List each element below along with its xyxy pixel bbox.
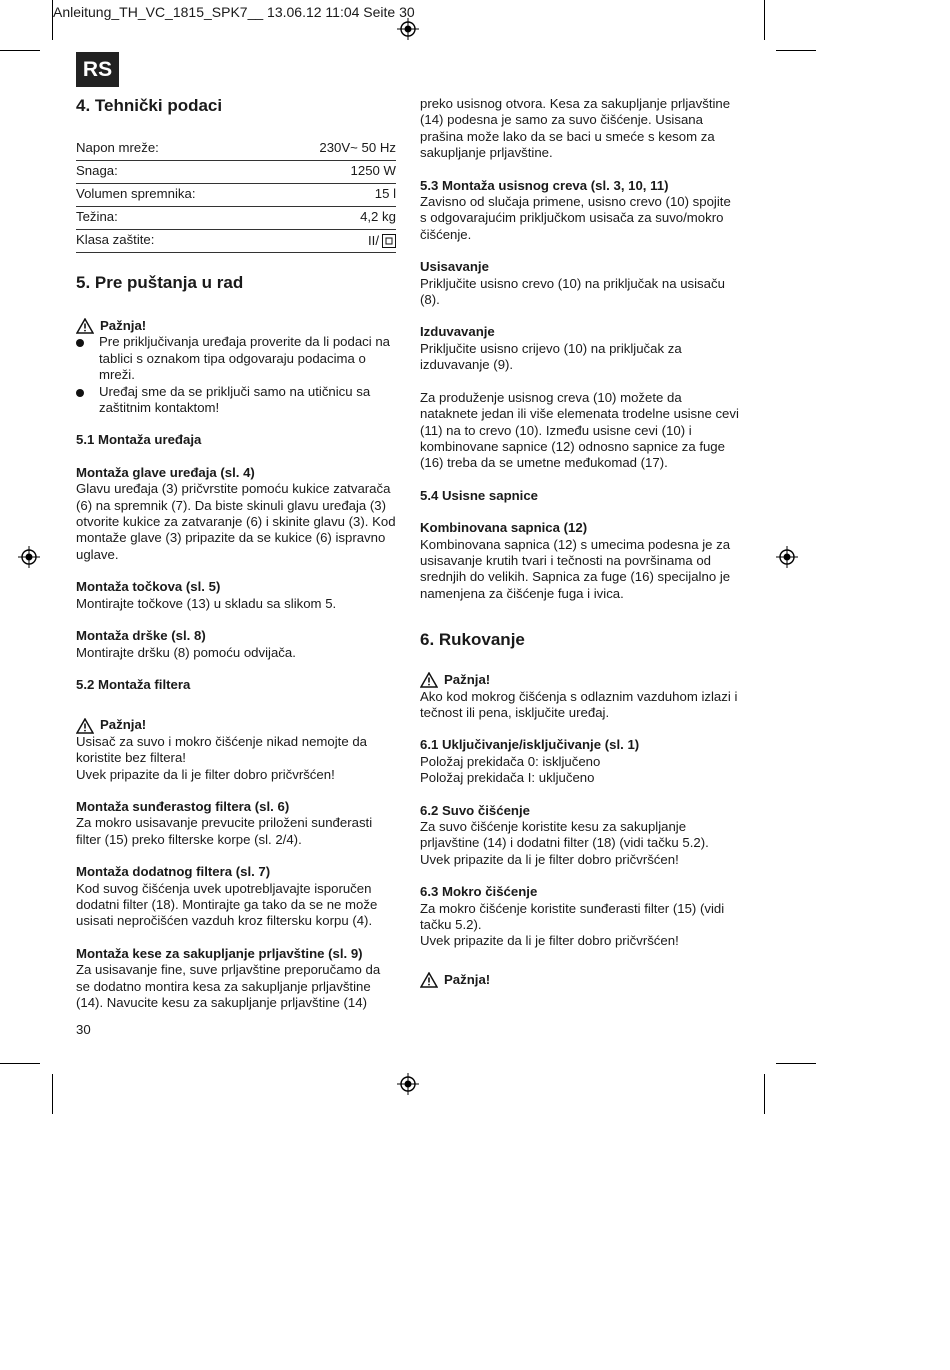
warning-heading bbox=[420, 972, 740, 988]
subsection-title: Montaža dodatnog filtera (sl. 7) bbox=[76, 864, 271, 880]
paragraph: Kod suvog čišćenja uvek upotrebljavajte isporučen dodatni filter (18). Montirajte ga tako da se ne može usisati nepročišćen vazduh kroz filtersku korpu (4). bbox=[76, 880, 378, 929]
subsection-title: Izduvavanje bbox=[420, 324, 495, 340]
spec-row bbox=[76, 184, 396, 207]
subsection-title: 5.3 Montaža usisnog creva (sl. 3, 10, 11) bbox=[420, 177, 669, 193]
spec-label: Klasa zaštite: bbox=[76, 232, 155, 247]
spec-value: 1250 W bbox=[350, 163, 396, 178]
subsection-title: 5.2 Montaža filtera bbox=[76, 676, 191, 692]
language-badge: RS bbox=[76, 52, 119, 87]
subsection-title: 6.1 Uključivanje/isključivanje (sl. 1) bbox=[420, 737, 640, 753]
paragraph: Za mokro usisavanje prevucite priloženi sunđerasti filter (15) preko filterske korpe (sl. 2/4). bbox=[76, 815, 373, 847]
spec-value-group bbox=[368, 230, 396, 252]
double-insulation-icon bbox=[382, 234, 396, 248]
crop-mark bbox=[764, 0, 765, 40]
warning-label: Pažnja! bbox=[444, 971, 491, 987]
spec-value: II/ bbox=[368, 232, 379, 248]
spec-value: 230V~ 50 Hz bbox=[319, 140, 396, 155]
warning-label: Pažnja! bbox=[100, 717, 147, 733]
warning-heading bbox=[76, 717, 396, 733]
subsection-title: 5.4 Usisne sapnice bbox=[420, 487, 539, 503]
spec-table bbox=[76, 138, 396, 253]
registration-mark-icon bbox=[397, 18, 419, 40]
spec-row bbox=[76, 207, 396, 230]
paragraph: Montirajte dršku (8) pomoću odvijača. bbox=[76, 644, 296, 660]
subsection-title: 6.2 Suvo čišćenje bbox=[420, 802, 530, 818]
paragraph: Za usisavanje fine, suve prljavštine preporučamo da se dodatno montira kesa za sakupljanje prljavštine (14). Navucite kesu za sakupljanje prljavštine (14) bbox=[76, 962, 381, 1010]
registration-mark-icon bbox=[776, 546, 798, 568]
warning-heading bbox=[76, 318, 396, 334]
bullet-list bbox=[76, 334, 396, 416]
spec-value: 4,2 kg bbox=[360, 209, 396, 224]
section-4-title: 4. Tehnički podaci bbox=[76, 96, 223, 115]
registration-mark-icon bbox=[18, 546, 40, 568]
subsection-title: Montaža točkova (sl. 5) bbox=[76, 579, 221, 595]
subsection-title: Montaža kese za sakupljanje prljavštine (sl. 9) bbox=[76, 945, 363, 961]
paragraph: Priključite usisno crevo (10) na priključak na usisaču (8). bbox=[420, 275, 725, 308]
paragraph: preko usisnog otvora. Kesa za sakupljanje prljavštine (14) podesna je samo za suvo čišćenje. Usisana prašina može lako da se baci u smeće s kesom za sakupljanje prljavštine. bbox=[420, 96, 731, 161]
spec-row bbox=[76, 161, 396, 184]
crop-mark bbox=[0, 50, 40, 51]
spec-label: Težina: bbox=[76, 209, 118, 224]
subsection-title: 5.1 Montaža uređaja bbox=[76, 432, 202, 448]
spec-label: Volumen spremnika: bbox=[76, 186, 196, 201]
print-header: Anleitung_TH_VC_1815_SPK7__ 13.06.12 11:04 Seite 30 bbox=[53, 4, 415, 20]
registration-mark-icon bbox=[397, 1073, 419, 1095]
warning-triangle-icon bbox=[420, 972, 438, 988]
crop-mark bbox=[0, 1063, 40, 1064]
warning-triangle-icon bbox=[76, 318, 94, 334]
spec-label: Napon mreže: bbox=[76, 140, 159, 155]
warning-heading bbox=[420, 672, 740, 688]
warning-label: Pažnja! bbox=[100, 318, 147, 333]
crop-mark bbox=[52, 1074, 53, 1114]
subsection-title: Montaža sunđerastog filtera (sl. 6) bbox=[76, 798, 290, 814]
right-column bbox=[420, 96, 740, 988]
warning-triangle-icon bbox=[420, 672, 438, 688]
section-5-title: 5. Pre puštanja u rad bbox=[76, 273, 244, 292]
subsection-title: Usisavanje bbox=[420, 259, 489, 275]
crop-mark bbox=[52, 0, 53, 40]
subsection-title: Kombinovana sapnica (12) bbox=[420, 520, 588, 536]
crop-mark bbox=[776, 1063, 816, 1064]
list-item: Uređaj sme da se priključi samo na utičnicu sa zaštitnim kontaktom! bbox=[76, 384, 396, 417]
list-item: Pre priključivanja uređaja proverite da li podaci na tablici s oznakom tipa odgovaraju podacima o mreži. bbox=[76, 334, 396, 383]
paragraph: Položaj prekidača 0: isključeno Položaj prekidača I: uključeno bbox=[420, 753, 601, 786]
subsection-title: 6.3 Mokro čišćenje bbox=[420, 884, 538, 900]
warning-triangle-icon bbox=[76, 718, 94, 734]
paragraph: Za mokro čišćenje koristite sunđerasti filter (15) (vidi tačku 5.2). Uvek pripazite da li je filter dobro pričvršćen! bbox=[420, 900, 725, 949]
left-column bbox=[76, 318, 396, 1011]
paragraph: Za suvo čišćenje koristite kesu za sakupljanje prljavštine (14) i dodatni filter (18) (vidi tačku 5.2). Uvek pripazite da li je filter dobro pričvršćen! bbox=[420, 819, 709, 867]
subsection-title: Montaža drške (sl. 8) bbox=[76, 628, 206, 644]
spec-label: Snaga: bbox=[76, 163, 118, 178]
crop-mark bbox=[776, 50, 816, 51]
paragraph: Kombinovana sapnica (12) s umecima podesna je za usisavanje krutih tvari i tečnosti na površinama od srednjih do velikih. Sapnica za fuge (16) specijalno je namenjena za čišćenje fuga i ivica. bbox=[420, 536, 731, 601]
paragraph: Zavisno od slučaja primene, usisno crevo (10) spojite s odgovarajućim priključkom usisača za suvo/mokro čišćenje. bbox=[420, 194, 731, 242]
crop-mark bbox=[764, 1074, 765, 1114]
page-number: 30 bbox=[76, 1022, 91, 1037]
paragraph: Priključite usisno crijevo (10) na priključak za izduvavanje (9). bbox=[420, 340, 682, 373]
subsection-title: Montaža glave uređaja (sl. 4) bbox=[76, 464, 255, 480]
spec-row bbox=[76, 230, 396, 253]
paragraph: Glavu uređaja (3) pričvrstite pomoću kukice zatvarača (6) na spremnik (7). Da biste skinuli glavu uređaja (3) otvorite kukice za zatvaranje (6) i skinite glavu (3). Kod montaže glave (3) pripazite da se kukice (6) ispravno uglave. bbox=[76, 481, 396, 562]
warning-label: Pažnja! bbox=[444, 672, 491, 688]
paragraph: Za produženje usisnog creva (10) možete da nataknete jedan ili više elemenata trodelne usisne cevi (11) na to crevo (10). Između usisne cevi (10) i kombinovane sapnice (12) odnosno sapnice za fuge (16) treba da se umetne međukomad (17). bbox=[420, 389, 739, 471]
paragraph: Usisač za suvo i mokro čišćenje nikad nemojte da koristite bez filtera! Uvek pripazite da li je filter dobro pričvršćen! bbox=[76, 733, 367, 782]
paragraph: Montirajte točkove (13) u skladu sa slikom 5. bbox=[76, 595, 337, 611]
spec-row bbox=[76, 138, 396, 161]
spec-value: 15 l bbox=[374, 186, 396, 201]
paragraph: Ako kod mokrog čišćenja s odlaznim vazduhom izlazi i tečnost ili pena, isključite uređaj. bbox=[420, 688, 738, 720]
section-6-title: 6. Rukovanje bbox=[420, 630, 525, 650]
